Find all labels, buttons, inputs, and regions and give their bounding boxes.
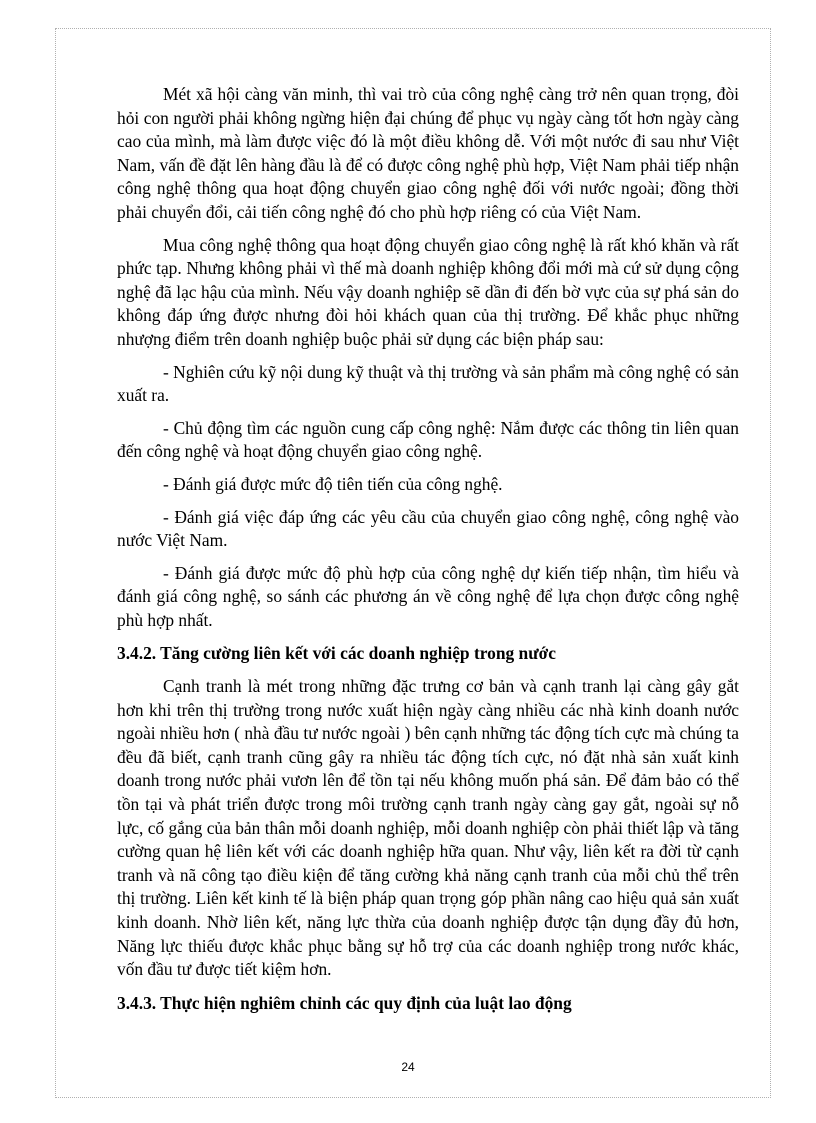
section-heading-3-4-2: 3.4.2. Tăng cường liên kết với các doanh nghiệp trong nước — [117, 643, 557, 664]
section-heading-3-4-3: 3.4.3. Thực hiện nghiêm chỉnh các quy định của luật lao động — [117, 992, 572, 1013]
bullet-item: - Đánh giá được mức độ tiên tiến của công nghệ. — [163, 473, 503, 494]
paragraph-technology-purchase: Mua công nghệ thông qua hoạt động chuyển giao công nghệ là rất khó khăn và rất phức tạp. Nhưng không phải vì thế mà doanh nghiệp không đổi mới mà cứ sử dụng cộng nghệ đã lạc hậu của mình. Nếu vậy doanh nghiệp sẽ dần đi đến bờ vực của sự phá sản do không đáp ứng được nhưng đòi hỏi khách quan của thị trường. Để khắc phục những nhượng điểm trên doanh nghiệp buộc phải sử dụng các biện pháp sau: — [117, 234, 739, 349]
paragraph-intro: Mét xã hội càng văn minh, thì vai trò của công nghệ càng trở nên quan trọng, đòi hỏi con người phải không ngừng hiện đại chúng để phục vụ ngày càng tốt hơn ngày càng cao của mình, mà làm được việc đó là một điều không dễ. Với một nước đi sau như Việt Nam, vấn đề đặt lên hàng đầu là để có được công nghệ phù hợp, Việt Nam phải tiếp nhận công nghệ thông qua hoạt động chuyển giao công nghệ đối với nước ngoài; đồng thời phải chuyển đổi, cải tiến công nghệ đó cho phù hợp riêng có của Việt Nam. — [117, 84, 739, 222]
bullet-item: - Đánh giá được mức độ phù hợp của công nghệ dự kiến tiếp nhận, tìm hiểu và đánh giá công nghệ, so sánh các phương án về công nghệ để lựa chọn được công nghệ phù hợp nhất. — [117, 562, 739, 630]
paragraph-competition: Cạnh tranh là mét trong những đặc trưng cơ bản và cạnh tranh lại càng gây gắt hơn khi trên thị trường trong nước xuất hiện ngày càng nhiều các nhà kinh doanh nước ngoài nhiều hơn ( nhà đầu tư nước ngoài ) bên cạnh những tác động tích cực mà chúng ta đều đã biết, cạnh tranh cũng gây ra nhiều tác động tích cực, nó đặt nhà sản xuất kinh doanh trong nước phải vươn lên để tồn tại nếu không muốn phá sản. Để đảm bảo có thể tồn tại và phát triển được trong môi trường cạnh tranh ngày càng gay gắt, ngoài sự nỗ lực, cố gắng của bản thân mỗi doanh nghiệp, mỗi doanh nghiệp còn phải thiết lập và tăng cường quan hệ liên kết với các doanh nghiệp hữa quan. Như vậy, liên kết ra đời từ cạnh tranh và nã công tạo điều kiện để tăng cường khả năng cạnh tranh của mỗi chủ thể trên thị trường. Liên kết kinh tế là biện pháp quan trọng góp phần nâng cao hiệu quả sản xuất kinh doanh. Nhờ liên kết, năng lực thừa của doanh nghiệp được tận dụng đầy đủ hơn, Năng lực thiếu được khắc phục bằng sự hỗ trợ của các doanh nghiệp trong nước khác, vốn đầu tư được tiết kiệm hơn. — [117, 676, 739, 980]
bullet-item: - Đánh giá việc đáp ứng các yêu cầu của chuyển giao công nghệ, công nghệ vào nước Việt Nam. — [117, 506, 739, 551]
bullet-item: - Nghiên cứu kỹ nội dung kỹ thuật và thị trường và sản phẩm mà công nghệ có sản xuất ra. — [117, 361, 739, 406]
bullet-item: - Chủ động tìm các nguồn cung cấp công nghệ: Nắm được các thông tin liên quan đến công nghệ và hoạt động chuyển giao công nghệ. — [117, 417, 739, 462]
page-number: 24 — [401, 1060, 415, 1074]
document-body — [117, 83, 739, 1024]
